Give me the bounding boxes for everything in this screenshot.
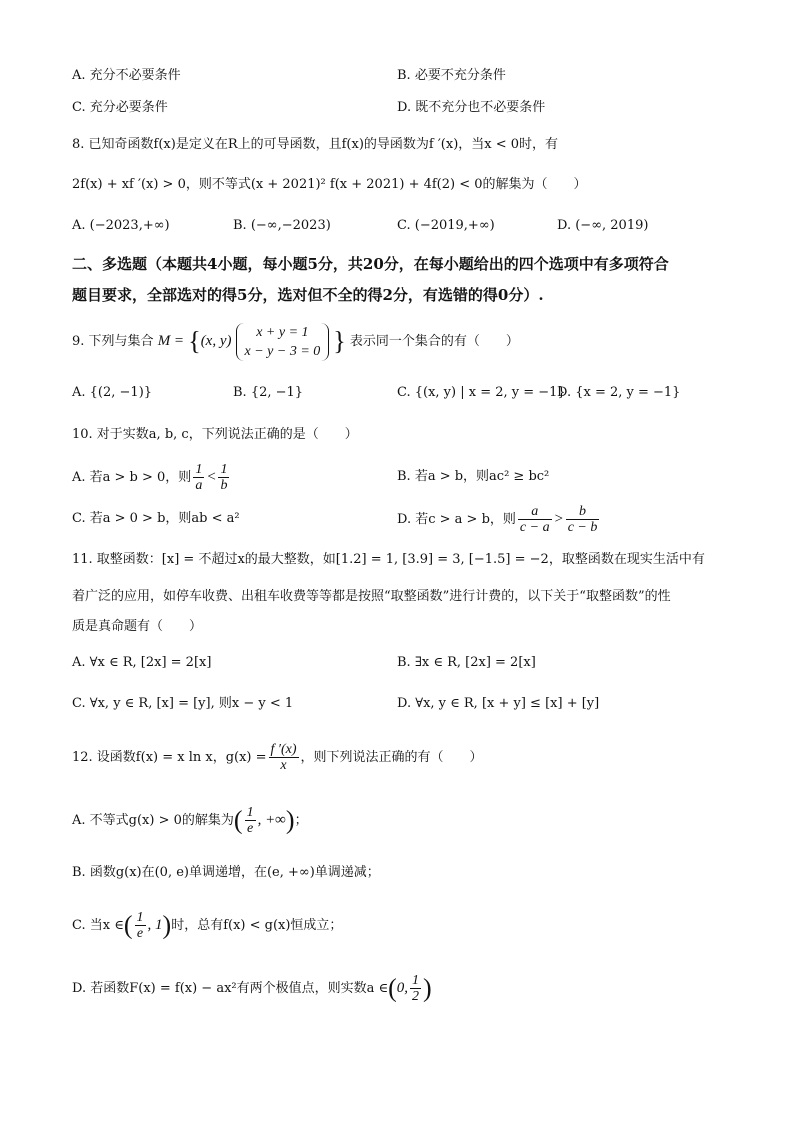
q9-pair: (x, y) <box>200 333 232 349</box>
q12-a-frac <box>245 805 256 836</box>
q12-g-den: x <box>280 758 287 773</box>
q10-d-prefix: D. 若c > a > b，则 <box>397 512 516 527</box>
q10-d-frac2 <box>566 504 600 535</box>
q9-prefix: 9. 下列与集合 <box>72 334 154 349</box>
q10-d-frac2-den: c − b <box>567 520 598 535</box>
q9-option-d: D. {x = 2, y = −1} <box>557 385 681 400</box>
q11-option-c: C. ∀x, y ∈ R, [x] = [y], 则x − y < 1 <box>72 696 294 711</box>
q12-d-paren-open: ( <box>388 973 397 1003</box>
q9-suffix: 表示同一个集合的有（ ） <box>349 334 519 349</box>
q12-option-a <box>72 802 308 839</box>
q12-g-num: f ′(x) <box>270 742 297 757</box>
q10-d-frac1-den: c − a <box>519 520 550 535</box>
q12-c-prefix: C. 当x ∈ <box>72 918 124 933</box>
q10-option-c: C. 若a > 0 > b，则ab < a² <box>72 511 240 526</box>
q11-option-b: B. ∃x ∈ R, [2x] = 2[x] <box>397 655 536 670</box>
q9-equation-system <box>236 323 330 361</box>
q8-option-c: C. (−2019,+∞) <box>397 218 495 233</box>
q12-option-c <box>72 907 342 944</box>
q9-eq1: x + y = 1 <box>256 324 309 340</box>
q12-d-paren-close: ) <box>423 973 432 1003</box>
q10-d-gt: > <box>553 511 564 527</box>
q12-a-end: ； <box>294 813 308 828</box>
q12-d-prefix: D. 若函数F(x) = f(x) − ax²有两个极值点，则实数a ∈ <box>72 981 389 996</box>
q12-c-end: 时，总有f(x) < g(x)恒成立； <box>171 918 343 933</box>
q12-g-frac <box>269 742 299 773</box>
q10-a-frac2-num: 1 <box>220 462 228 477</box>
section2-heading-line2: 题目要求，全部选对的得5分，选对但不全的得2分，有选错的得0分）. <box>72 286 544 304</box>
section2-heading-line1: 二、多选题（本题共4小题，每小题5分，共20分，在每小题给出的四个选项中有多项符合 <box>72 255 669 273</box>
q7-option-d: D. 既不充分也不必要条件 <box>397 100 546 115</box>
q12-c-frac <box>135 910 146 941</box>
q10-option-a <box>72 460 231 495</box>
q10-a-frac2-den: b <box>220 478 228 493</box>
q8-option-a: A. (−2023,+∞) <box>72 218 170 233</box>
q10-a-frac1-den: a <box>195 478 203 493</box>
q10-stem: 10. 对于实数a, b, c，下列说法正确的是（ ） <box>72 427 358 442</box>
q10-a-frac1-num: 1 <box>195 462 203 477</box>
q12-a-frac-den: e <box>246 821 254 836</box>
q12-c-frac-num: 1 <box>136 910 144 925</box>
q8-stem-line1: 8. 已知奇函数f(x)是定义在R上的可导函数，且f(x)的导函数为f ′(x)，当x < 0时，有 <box>72 137 559 152</box>
q12-c-interval-end: , 1 <box>147 917 163 933</box>
q12-option-b: B. 函数g(x)在(0, e)单调递增，在(e, +∞)单调递减； <box>72 865 380 880</box>
q11-option-a: A. ∀x ∈ R, [2x] = 2[x] <box>72 655 212 670</box>
q8-option-d: D. (−∞, 2019) <box>557 218 649 233</box>
q10-option-b: B. 若a > b，则ac² ≥ bc² <box>397 469 550 484</box>
q12-suffix: ，则下列说法正确的有（ ） <box>300 750 483 765</box>
q10-d-frac1-num: a <box>518 504 552 520</box>
q12-c-frac-den: e <box>136 926 144 941</box>
q12-d-frac-den: 2 <box>412 989 420 1004</box>
q11-option-d: D. ∀x, y ∈ R, [x + y] ≤ [x] + [y] <box>397 696 600 711</box>
q12-option-d <box>72 970 432 1007</box>
q9-brace-close: } <box>333 326 346 356</box>
q12-stem <box>72 740 483 776</box>
q12-a-interval-end: , +∞ <box>257 812 286 828</box>
q12-a-prefix: A. 不等式g(x) > 0的解集为 <box>72 813 234 828</box>
q10-d-frac1 <box>518 504 552 535</box>
q12-c-paren-close: ) <box>162 910 172 940</box>
q7-option-c: C. 充分必要条件 <box>72 100 168 115</box>
q10-a-lt: < <box>206 469 217 485</box>
q10-a-frac2 <box>218 462 229 493</box>
q12-a-frac-num: 1 <box>246 805 254 820</box>
q9-option-c: C. {(x, y) | x = 2, y = −1} <box>397 385 566 400</box>
q12-a-paren-open: ( <box>233 805 243 835</box>
q12-d-frac <box>410 973 421 1004</box>
q9-set-name: M = <box>157 333 185 349</box>
q10-d-frac2-num: b <box>566 504 600 520</box>
q10-option-d <box>397 502 601 537</box>
q11-stem-line2: 着广泛的应用，如停车收费、出租车收费等等都是按照“取整函数”进行计费的，以下关于“取整函数”的性 <box>72 589 671 604</box>
q9-option-a: A. {(2, −1)} <box>72 385 153 400</box>
q12-c-paren-open: ( <box>123 910 133 940</box>
q7-option-b: B. 必要不充分条件 <box>397 68 506 83</box>
q12-a-paren-close: ) <box>285 805 295 835</box>
q10-a-frac1 <box>193 462 204 493</box>
q12-prefix: 12. 设函数f(x) = x ln x，g(x) = <box>72 750 267 765</box>
q11-stem-line3: 质是真命题有（ ） <box>72 619 203 634</box>
q10-a-prefix: A. 若a > b > 0，则 <box>72 470 192 485</box>
q9-brace-open: { <box>188 326 201 356</box>
q8-stem-line2: 2f(x) + xf ′(x) > 0，则不等式(x + 2021)² f(x + 2021) + 4f(2) < 0的解集为（ ） <box>72 177 587 192</box>
q12-d-frac-num: 1 <box>412 973 420 988</box>
q9-eq2: x − y − 3 = 0 <box>244 343 321 359</box>
q12-d-interval-start: 0, <box>396 980 409 996</box>
q9-stem <box>72 322 519 361</box>
q9-option-b: B. {2, −1} <box>233 385 304 400</box>
q8-option-b: B. (−∞,−2023) <box>233 218 331 233</box>
q11-stem-line1: 11. 取整函数：[x] = 不超过x的最大整数，如[1.2] = 1, [3.9] = 3, [−1.5] = −2，取整函数在现实生活中有 <box>72 552 705 567</box>
q7-option-a: A. 充分不必要条件 <box>72 68 181 83</box>
